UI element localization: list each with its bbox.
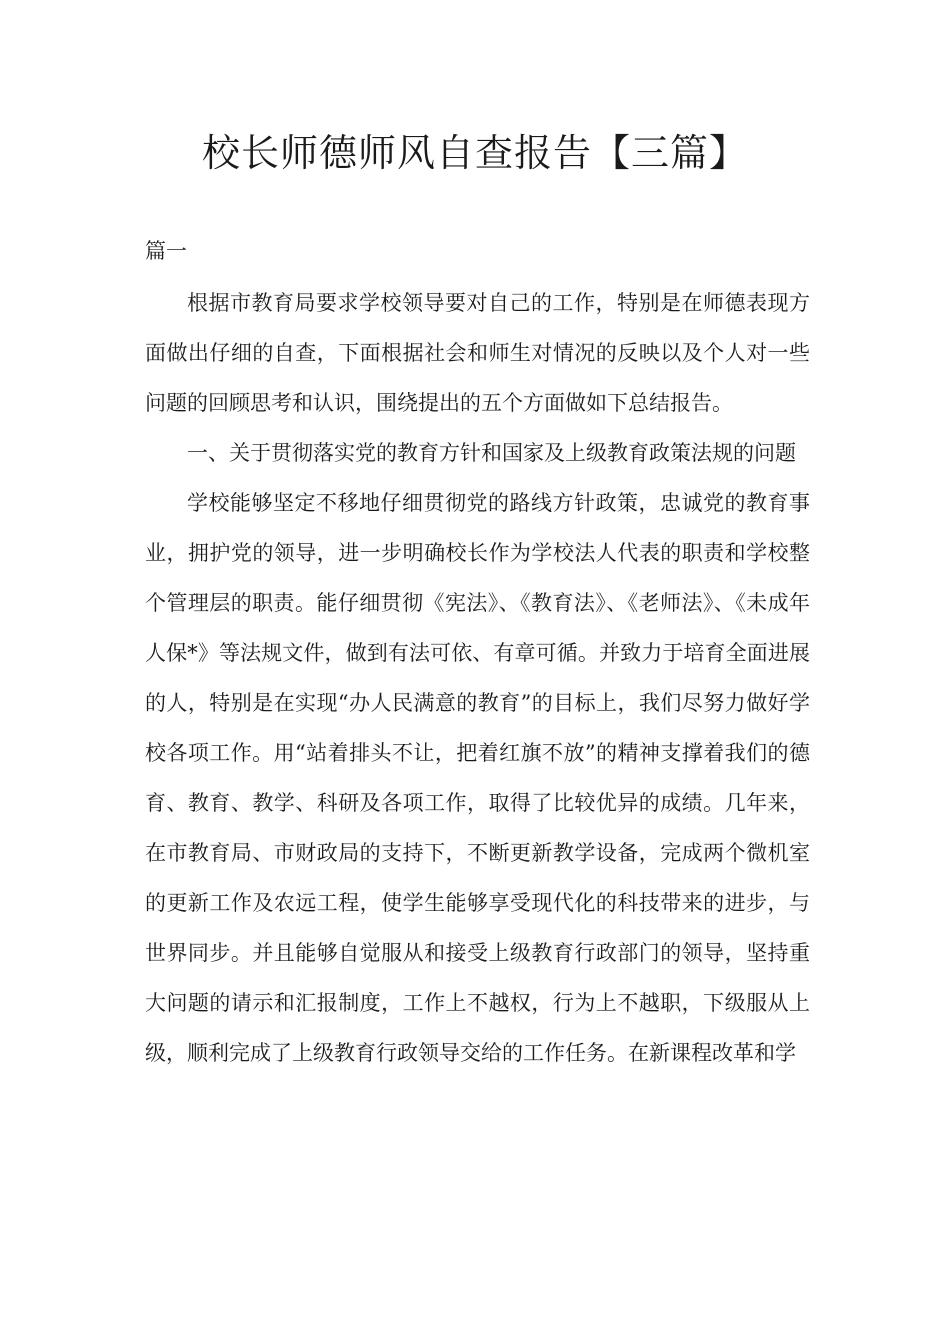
- document-title: 校长师德师风自查报告【三篇】: [201, 131, 748, 175]
- section-label: 篇一: [145, 239, 187, 263]
- paragraph: 一、关于贯彻落实党的教育方针和国家及上级教育政策法规的问题: [187, 441, 796, 465]
- paragraph: 学校能够坚定不移地仔细贯彻党的路线方针政策，忠诚党的教育事业，拥护党的领导，进一步明确校长作为学校法人代表的职责和学校整个管理层的职责。能仔细贯彻《宪法》、《教育法》、《老师法》、《未成年人保*》等法规文件，做到有法可依、有章可循。并致力于培育全面进展的人，特别是在实现“办人民满意的教育”的目标上，我们尽努力做好学校各项工作。用“站着排头不让，把着红旗不放”的精神支撑着我们的德育、教育、教学、科研及各项工作，取得了比较优异的成绩。几年来，在市教育局、市财政局的支持下，不断更新教学设备，完成两个微机室的更新工作及农远工程，使学生能够享受现代化的科技带来的进步，与世界同步。并且能够自觉服从和接受上级教育行政部门的领导，坚持重大问题的请示和汇报制度，工作上不越权，行为上不越职，下级服从上级，顺利完成了上级教育行政领导交给的工作任务。在新课程改革和学: [145, 491, 810, 1065]
- document-body: [145, 278, 810, 1078]
- paragraph: 根据市教育局要求学校领导要对自己的工作，特别是在师德表现方面做出仔细的自查，下面根据社会和师生对情况的反映以及个人对一些问题的回顾思考和认识，围绕提出的五个方面做如下总结报告。: [145, 291, 810, 415]
